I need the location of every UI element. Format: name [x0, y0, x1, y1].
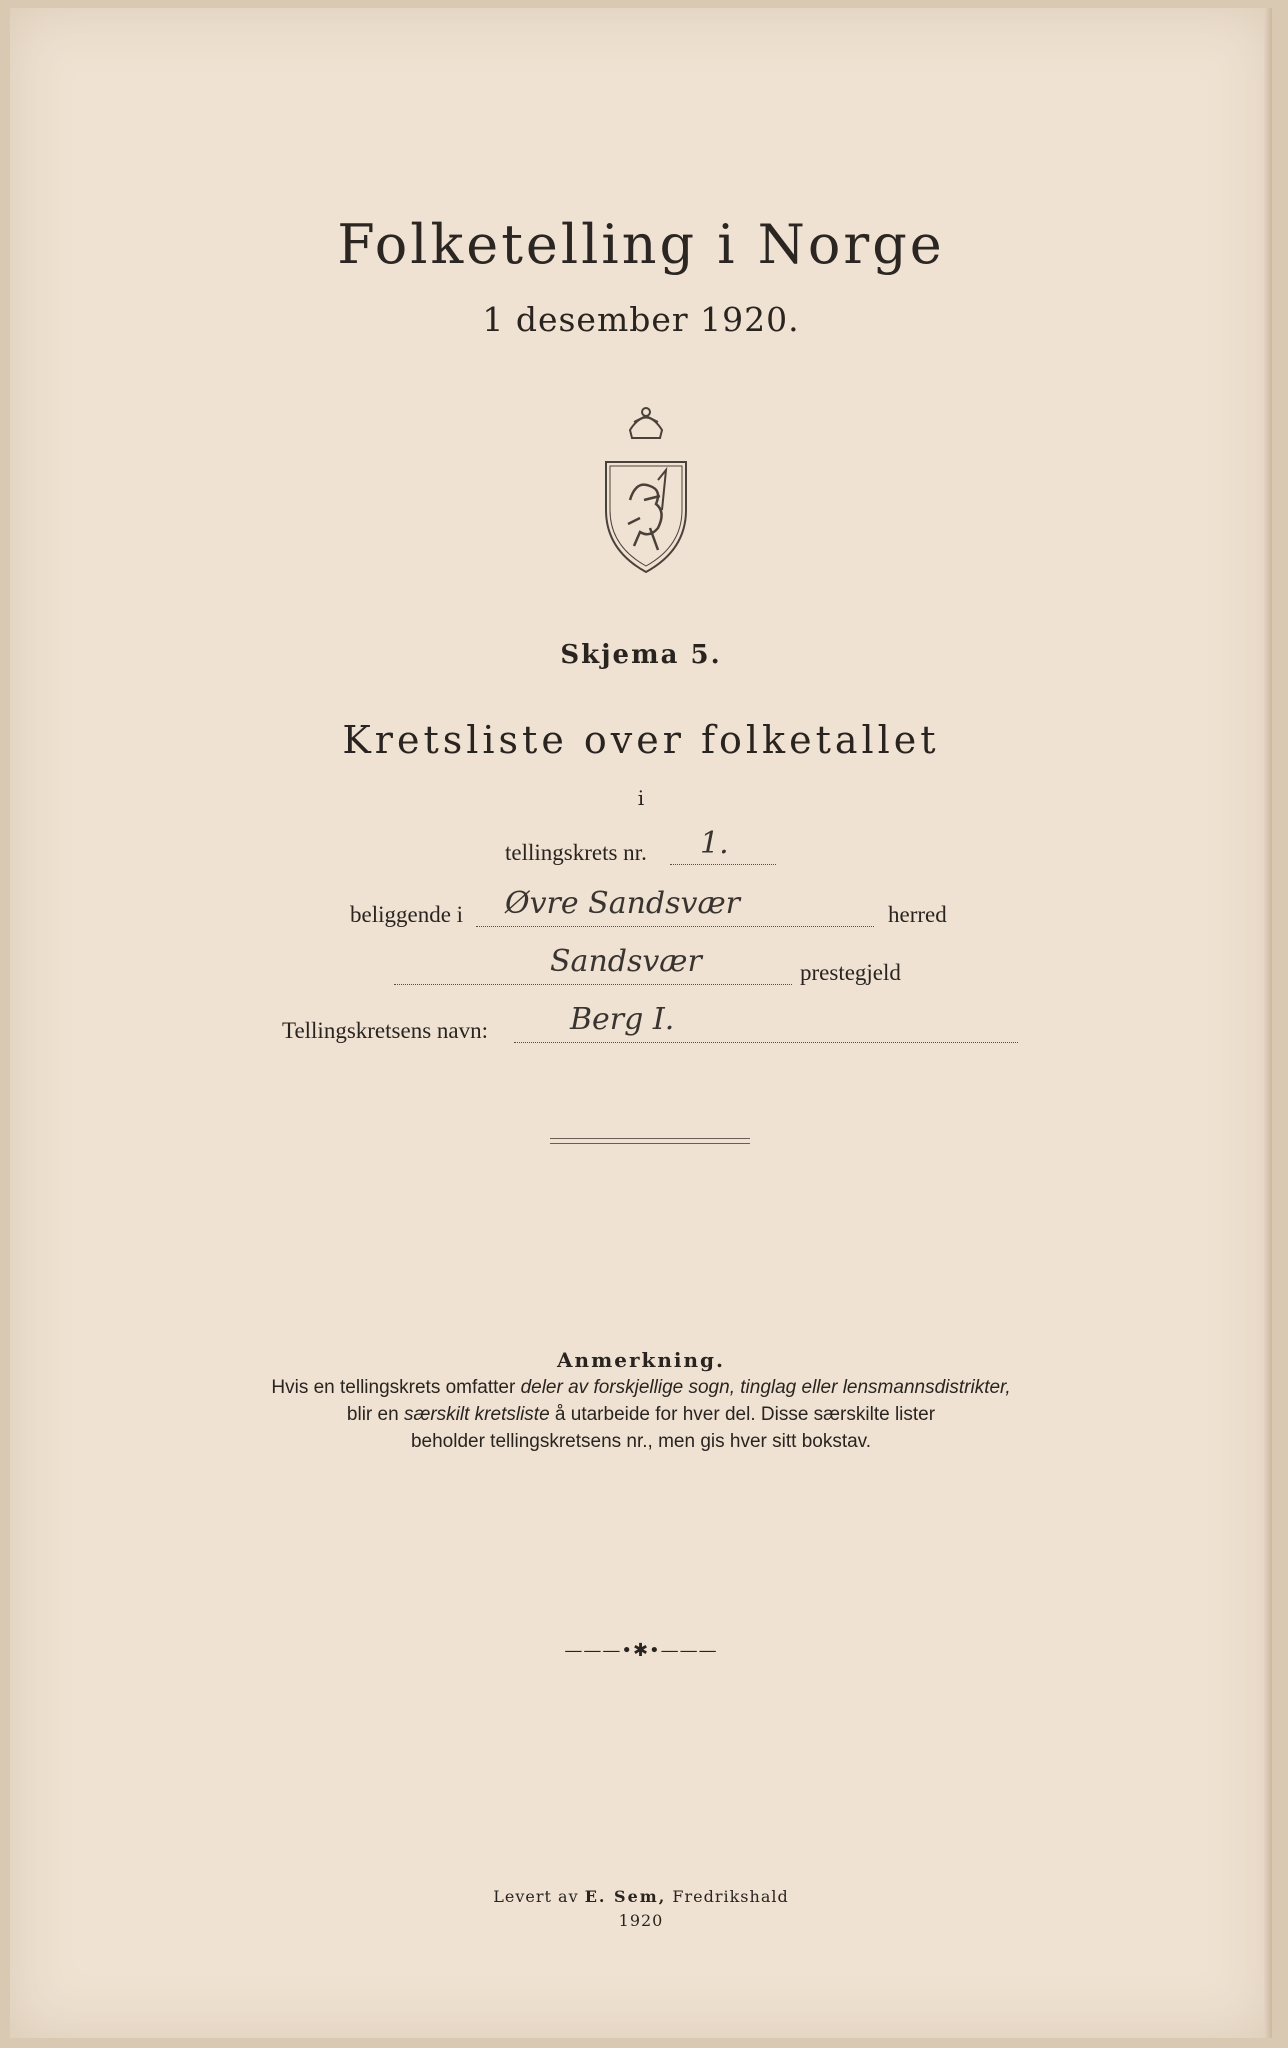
herred-label: herred — [888, 902, 947, 927]
imprint-year: 1920 — [618, 1911, 664, 1930]
beliggende-value: Øvre Sandsvær — [505, 886, 741, 921]
beliggende-dotted-line — [476, 926, 874, 927]
krets-dotted-line — [670, 864, 776, 865]
note-line-3: beholder tellingskretsens nr., men gis hver sitt bokstav. — [410, 1431, 872, 1452]
form-heading: Kretsliste over folketallet — [342, 718, 940, 762]
navn-value: Berg I. — [570, 1002, 675, 1037]
krets-value: 1. — [700, 826, 729, 861]
ornament-divider: ———•✱•——— — [564, 1640, 718, 1661]
prestegjeld-dotted-line — [394, 984, 792, 985]
norwegian-lion-crest-icon — [600, 400, 692, 580]
beliggende-label: beliggende i — [350, 902, 464, 927]
page-title: Folketelling i Norge — [337, 213, 945, 276]
printer-imprint: Levert av E. Sem, Fredrikshald 1920 — [10, 1885, 1272, 1933]
navn-label: Tellingskretsens navn: — [282, 1018, 488, 1043]
prestegjeld-label: prestegjeld — [800, 960, 901, 985]
note-line-2: blir en særskilt kretsliste å utarbeide for hver del. Disse særskilte lister — [346, 1404, 936, 1425]
census-date: 1 desember 1920. — [482, 300, 800, 339]
schema-number: Skjema 5. — [560, 640, 722, 670]
connector-i: i — [637, 786, 645, 810]
note-line-1: Hvis en tellingskrets omfatter deler av forskjellige sogn, tinglag eller lensmannsdistrikter, — [271, 1377, 1011, 1398]
krets-label: tellingskrets nr. — [505, 840, 647, 865]
prestegjeld-value: Sandsvær — [550, 944, 702, 979]
section-divider — [550, 1138, 750, 1144]
note-title: Anmerkning. — [557, 1348, 725, 1372]
note-text — [10, 1374, 1272, 1455]
navn-dotted-line — [514, 1042, 1018, 1043]
census-form-page — [10, 8, 1272, 2038]
